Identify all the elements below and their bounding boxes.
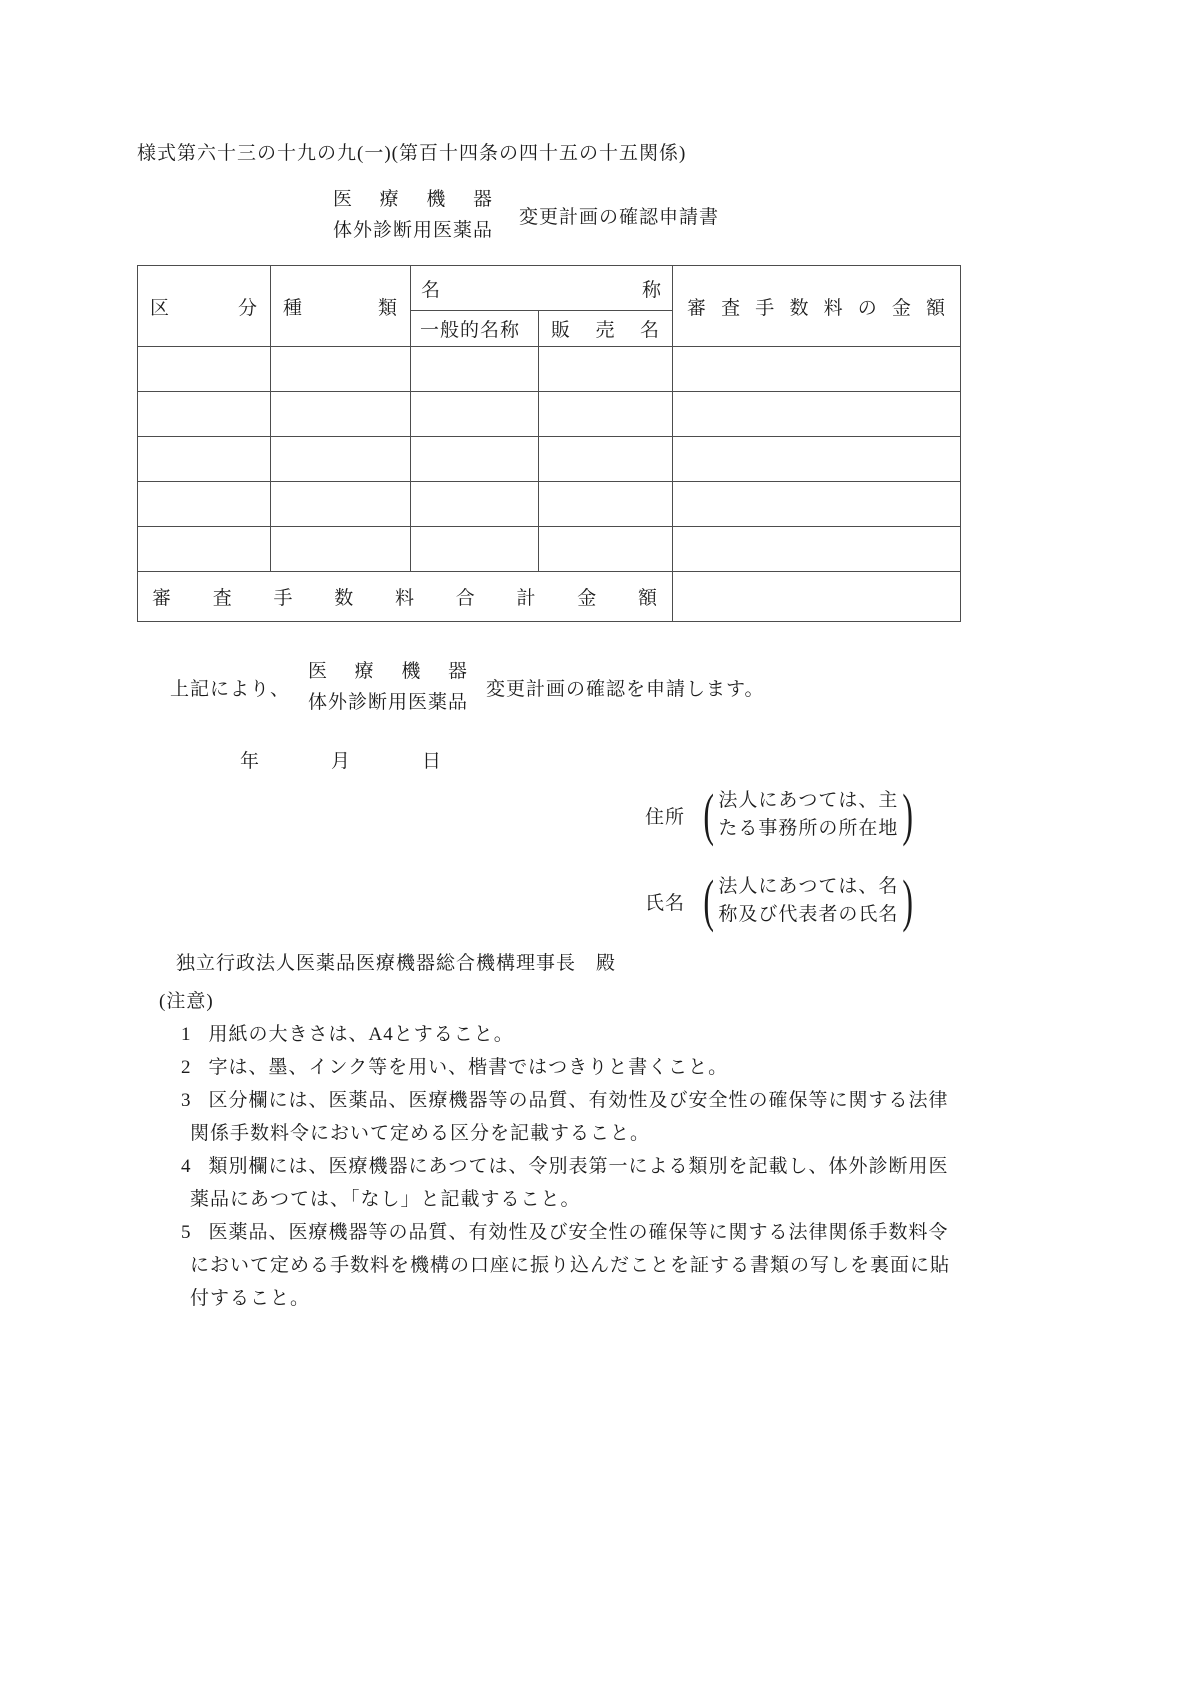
cell-generic-name-empty [411, 392, 539, 437]
cell-category-empty [138, 347, 271, 392]
title-product-options [333, 184, 493, 246]
note-number: 1 [181, 1024, 192, 1045]
form-number: 様式第六十三の十九の九(一)(第百十四条の四十五の十五関係) [137, 143, 687, 164]
cell-category-empty [138, 437, 271, 482]
cell-brand-name-empty [539, 437, 673, 482]
day-label: 日 [422, 751, 443, 772]
application-prefix: 上記により、 [170, 678, 291, 700]
bracket-right-icon: ) [902, 782, 914, 847]
year-label: 年 [240, 751, 261, 772]
note-text: 区分欄には、医薬品、医療機器等の品質、有効性及び安全性の確保等に関する法律関係手数料令において定める区分を記載すること。 [190, 1090, 949, 1144]
address-label: 住所 [645, 806, 686, 828]
note-text: 字は、墨、インク等を用い、楷書ではつきりと書くこと。 [208, 1057, 729, 1078]
cell-brand-name-empty [539, 347, 673, 392]
title-ivd-option: 体外診断用医薬品 [333, 220, 494, 241]
table-row [138, 482, 961, 527]
note-text: 医薬品、医療機器等の品質、有効性及び安全性の確保等に関する法律関係手数料令において定める手数料を機構の口座に振り込んだことを証する書類の写しを裏面に貼付すること。 [190, 1222, 951, 1309]
cell-brand-name-empty [539, 482, 673, 527]
date-line [240, 746, 513, 773]
note-text: 用紙の大きさは、A4とすること。 [208, 1024, 514, 1045]
application-sentence [170, 656, 765, 718]
application-ivd-option: 体外診断用医薬品 [308, 692, 469, 713]
note-text: 類別欄には、医療機器にあつては、令別表第一による類別を記載し、体外診断用医薬品にあつては、「なし」と記載すること。 [190, 1156, 949, 1210]
month-label: 月 [331, 751, 352, 772]
address-note-line2: たる事務所の所在地 [718, 818, 899, 839]
col-header-fee-amount: 審査手数料の金額 [673, 266, 961, 347]
cell-brand-name-empty [539, 392, 673, 437]
name-note [699, 868, 918, 933]
bracket-left-icon: ( [703, 868, 714, 933]
application-suffix: 変更計画の確認を申請します。 [486, 678, 765, 700]
col-header-generic-name: 一般的名称 [411, 311, 539, 347]
col-header-brand-name: 販売名 [539, 311, 673, 347]
notes-heading: (注意) [159, 991, 214, 1012]
cell-type-empty [271, 482, 411, 527]
recipient-line: 独立行政法人医薬品医療機器総合機構理事長 殿 [176, 953, 617, 974]
col-header-category: 区分 [138, 266, 271, 347]
name-label: 氏名 [645, 892, 686, 914]
table-row [138, 437, 961, 482]
note-number: 3 [181, 1090, 192, 1111]
col-header-type: 種類 [271, 266, 411, 347]
note-item [137, 1150, 960, 1216]
table-row [138, 392, 961, 437]
cell-fee-empty [673, 482, 961, 527]
name-note-line1: 法人にあつては、名 [718, 876, 899, 897]
title-device-option: 医療機器 [333, 189, 494, 210]
note-item [137, 1084, 960, 1150]
cell-category-empty [138, 392, 271, 437]
address-note-line1: 法人にあつては、主 [718, 790, 899, 811]
cell-fee-empty [673, 392, 961, 437]
cell-generic-name-empty [411, 482, 539, 527]
note-number: 2 [181, 1057, 192, 1078]
cell-generic-name-empty [411, 437, 539, 482]
fee-table-wrapper [137, 265, 961, 622]
bracket-right-icon: ) [902, 868, 914, 933]
fee-table [137, 265, 961, 622]
address-block [645, 782, 918, 847]
note-number: 5 [181, 1222, 192, 1243]
cell-type-empty [271, 437, 411, 482]
total-fee-amount-cell [673, 572, 961, 622]
cell-fee-empty [673, 437, 961, 482]
name-note-line2: 称及び代表者の氏名 [718, 904, 899, 925]
cell-type-empty [271, 347, 411, 392]
total-fee-label: 審査手数料合計金額 [138, 572, 673, 622]
application-product-options [308, 656, 468, 718]
cell-category-empty [138, 527, 271, 572]
note-number: 4 [181, 1156, 192, 1177]
cell-type-empty [271, 527, 411, 572]
notes-section [137, 985, 960, 1315]
cell-category-empty [138, 482, 271, 527]
bracket-left-icon: ( [703, 782, 714, 847]
cell-generic-name-empty [411, 347, 539, 392]
table-row [138, 347, 961, 392]
document-title [333, 184, 719, 246]
name-block [645, 868, 918, 933]
cell-brand-name-empty [539, 527, 673, 572]
address-note [699, 782, 918, 847]
col-header-name: 名称 [411, 266, 673, 311]
table-row [138, 527, 961, 572]
note-item [137, 1216, 960, 1315]
cell-fee-empty [673, 527, 961, 572]
application-device-option: 医療機器 [308, 661, 469, 682]
cell-fee-empty [673, 347, 961, 392]
note-item [137, 1051, 960, 1084]
cell-type-empty [271, 392, 411, 437]
title-text: 変更計画の確認申請書 [519, 206, 720, 228]
note-item [137, 1018, 960, 1051]
cell-generic-name-empty [411, 527, 539, 572]
